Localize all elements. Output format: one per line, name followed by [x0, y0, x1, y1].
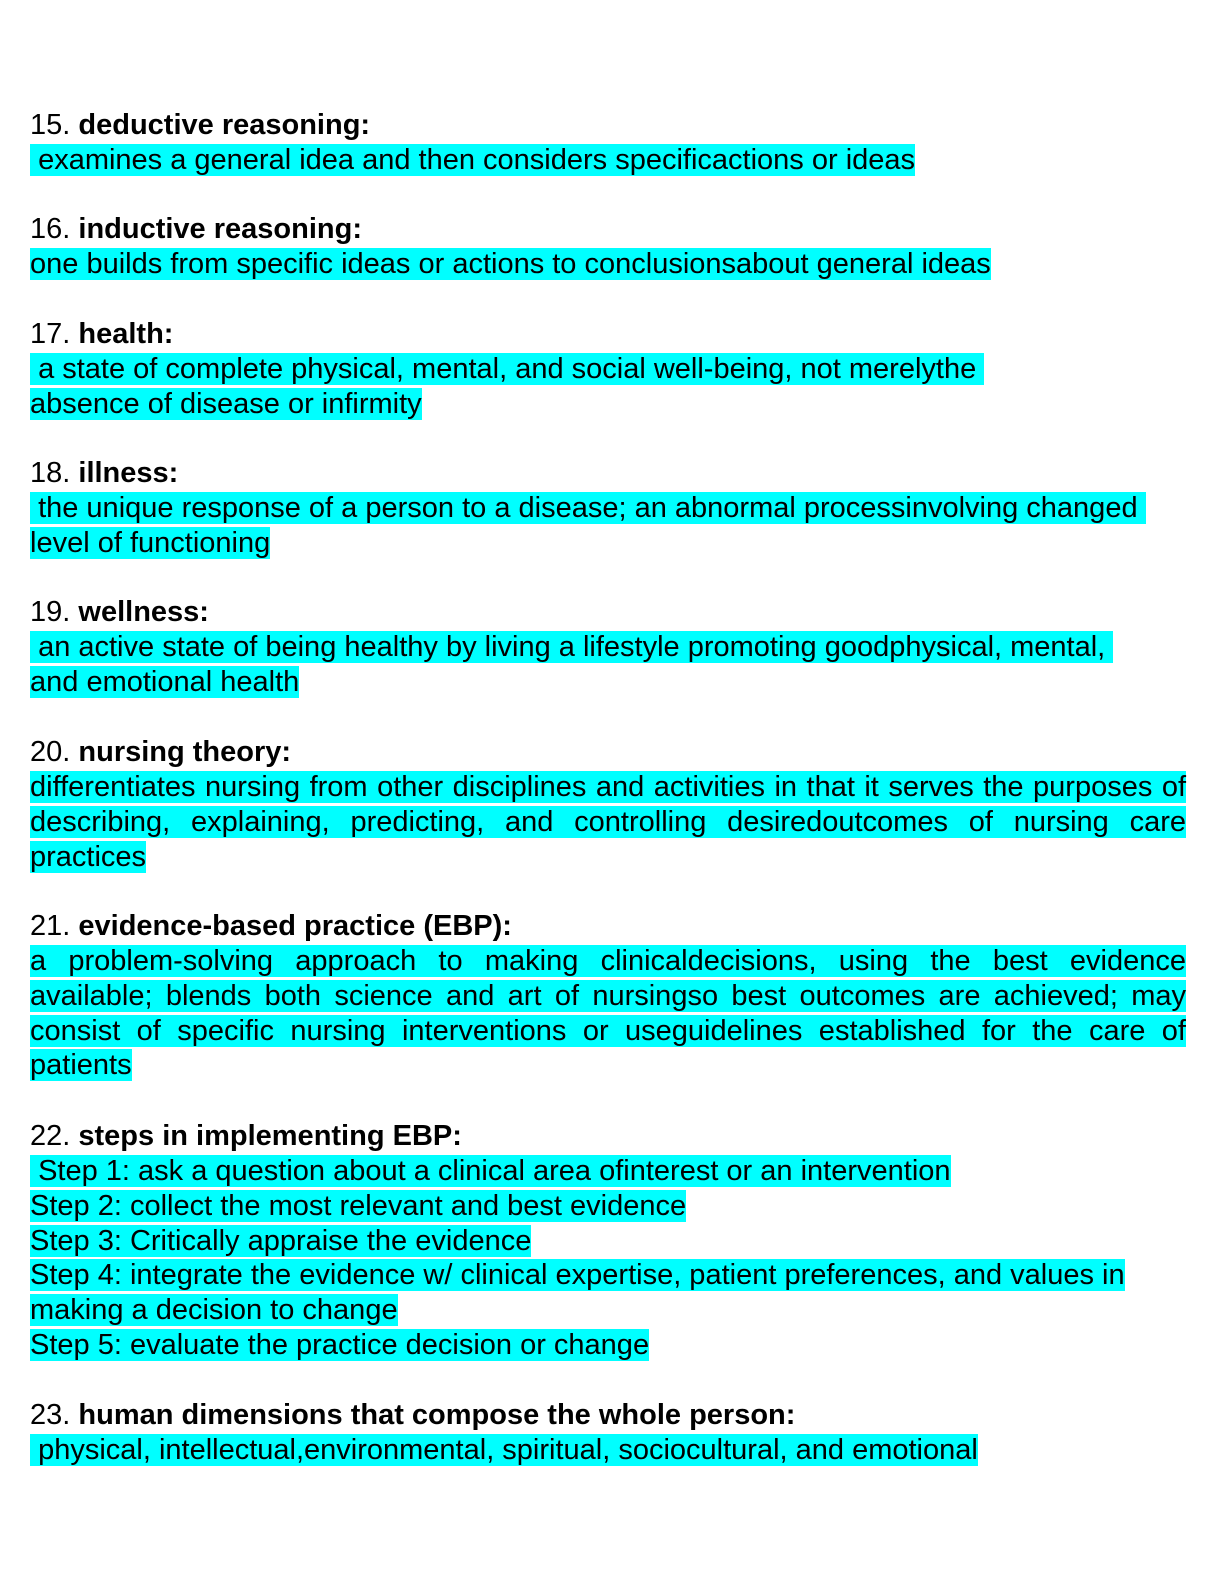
entry-number: 22. — [30, 1120, 71, 1152]
entry-number: 20. — [30, 736, 71, 768]
list-item — [30, 1154, 1186, 1189]
entry-heading — [30, 317, 1186, 351]
highlighted-text: examines a general idea and then considers specificactions or ideas — [30, 144, 916, 176]
entry-number: 17. — [30, 318, 71, 350]
highlighted-text: a state of complete physical, mental, and social well-being, not merelythe absence of disease or infirmity — [30, 353, 985, 420]
entry-heading — [30, 212, 1186, 246]
entry-17 — [30, 317, 1186, 422]
entry-definition — [30, 1433, 1186, 1468]
entry-number: 19. — [30, 596, 71, 628]
entry-definition — [30, 630, 1120, 700]
entry-term: human dimensions that compose the whole person: — [78, 1399, 796, 1431]
highlighted-text: differentiates nursing from other disciplines and activities in that it serves the purposes of describing, explaining, predicting, and controlling desiredoutcomes of nursing care practices — [30, 771, 1186, 873]
entry-16 — [30, 212, 1186, 282]
highlighted-text: one builds from specific ideas or actions to conclusionsabout general ideas — [30, 248, 991, 280]
entry-19 — [30, 595, 1186, 700]
entry-term: evidence-based practice (EBP): — [78, 910, 512, 942]
entry-term: deductive reasoning: — [78, 109, 371, 141]
entry-number: 18. — [30, 457, 71, 489]
entry-term: health: — [78, 318, 174, 350]
step-1-text: Step 1: ask a question about a clinical area ofinterest or an intervention — [30, 1155, 951, 1187]
step-3-text: Step 3: Critically appraise the evidence — [30, 1224, 532, 1257]
entry-heading — [30, 108, 1186, 142]
entry-definition — [30, 143, 1186, 178]
list-item — [30, 1224, 1186, 1259]
entry-term: steps in implementing EBP: — [78, 1120, 462, 1152]
entry-23 — [30, 1398, 1186, 1468]
entry-definition — [30, 352, 1090, 422]
entry-definition — [30, 247, 1186, 282]
entry-term: inductive reasoning: — [78, 213, 362, 245]
entry-heading — [30, 595, 1186, 629]
step-4-text: Step 4: integrate the evidence w/ clinical expertise, patient preferences, and values in making a decision to change — [30, 1259, 1125, 1327]
step-2-text: Step 2: collect the most relevant and best evidence — [30, 1189, 687, 1222]
entry-heading — [30, 456, 1186, 490]
entry-20 — [30, 735, 1186, 874]
entry-definition — [30, 944, 1186, 1083]
highlighted-text: an active state of being healthy by living a lifestyle promoting goodphysical, mental, and emotional health — [30, 631, 1114, 698]
entry-heading — [30, 735, 1186, 769]
entry-heading — [30, 1119, 1186, 1153]
highlighted-text: physical, intellectual,environmental, spiritual, sociocultural, and emotional — [30, 1434, 978, 1466]
entry-number: 21. — [30, 910, 71, 942]
entry-15 — [30, 108, 1186, 178]
entry-definition — [30, 491, 1146, 561]
highlighted-text: the unique response of a person to a disease; an abnormal processinvolving changed level of functioning — [30, 492, 1146, 559]
entry-number: 16. — [30, 213, 71, 245]
entry-18 — [30, 456, 1186, 561]
entry-definition — [30, 770, 1186, 874]
ebp-steps-list — [30, 1154, 1186, 1363]
entry-heading — [30, 909, 1186, 943]
list-item — [30, 1258, 1186, 1328]
entry-term: nursing theory: — [78, 736, 292, 768]
entry-number: 23. — [30, 1399, 71, 1431]
list-item — [30, 1189, 1186, 1224]
list-item — [30, 1328, 1186, 1363]
step-5-text: Step 5: evaluate the practice decision or change — [30, 1328, 650, 1361]
entry-22 — [30, 1119, 1186, 1363]
entry-term: illness: — [78, 457, 179, 489]
entry-21 — [30, 909, 1186, 1083]
entry-term: wellness: — [78, 596, 209, 628]
entry-heading — [30, 1398, 1186, 1432]
entry-number: 15. — [30, 109, 71, 141]
highlighted-text: a problem-solving approach to making clinicaldecisions, using the best evidence available; blends both science and art of nursingso best outcomes are achieved; may consist of specific nursing interventions or useguidelines established for the care of patients — [30, 945, 1186, 1082]
